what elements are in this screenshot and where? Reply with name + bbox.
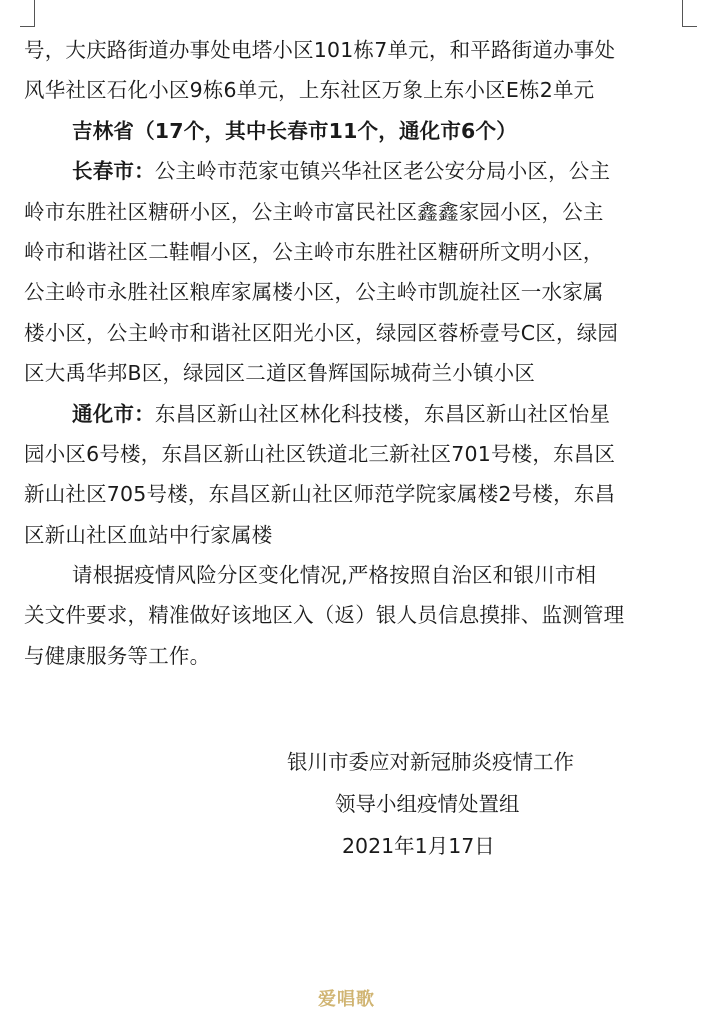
text-line: 东昌区新山社区林化科技楼，东昌区新山社区怡星 — [154, 401, 611, 426]
text-line: 区新山社区血站中行家属楼 — [24, 522, 273, 547]
text-line: 岭市和谐社区二鞋帽小区，公主岭市东胜社区糖研所文明小区， — [24, 239, 604, 264]
text-line: 楼小区，公主岭市和谐社区阳光小区，绿园区蓉桥壹号C区，绿园 — [24, 320, 619, 345]
city-section-tonghua — [24, 394, 696, 434]
text-line: 关文件要求，精准做好该地区入（返）银人员信息摸排、监测管理 — [24, 603, 625, 628]
city-section-changchun — [24, 151, 696, 191]
text-line: 公主岭市范家屯镇兴华社区老公安分局小区，公主 — [154, 159, 611, 184]
issue-date: 2021年1月17日 — [342, 834, 495, 858]
document-body — [24, 30, 696, 676]
province-heading: 吉林省（17个，其中长春市11个，通化市6个） — [72, 118, 517, 143]
crop-mark-right — [682, 0, 697, 27]
crop-mark-left — [20, 0, 35, 27]
text-line: 园小区6号楼，东昌区新山社区铁道北三新社区701号楼，东昌区 — [24, 441, 616, 466]
city-label: 长春市： — [72, 159, 155, 184]
text-line: 岭市东胜社区糖研小区，公主岭市富民社区鑫鑫家园小区，公主 — [24, 199, 604, 224]
text-line: 区大禹华邦B区，绿园区二道区鲁辉国际城荷兰小镇小区 — [24, 361, 536, 386]
text-line: 新山社区705号楼，东昌区新山社区师范学院家属楼2号楼，东昌 — [24, 482, 616, 507]
text-line: 号，大庆路街道办事处电塔小区101栋7单元，和平路街道办事处 — [24, 38, 616, 62]
text-line: 公主岭市永胜社区粮库家属楼小区，公主岭市凯旋社区一水家属 — [24, 280, 604, 305]
issuer-line-2: 领导小组疫情处置组 — [335, 792, 520, 816]
instruction-paragraph: 请根据疫情风险分区变化情况,严格按照自治区和银川市相 — [72, 563, 597, 588]
issuer-line-1: 银川市委应对新冠肺炎疫情工作 — [287, 750, 574, 774]
city-label: 通化市： — [72, 401, 155, 426]
watermark-logo: 爱唱歌 — [318, 989, 375, 1010]
text-line: 与健康服务等工作。 — [24, 643, 211, 668]
text-line: 风华社区石化小区9栋6单元，上东社区万象上东小区E栋2单元 — [24, 78, 595, 103]
